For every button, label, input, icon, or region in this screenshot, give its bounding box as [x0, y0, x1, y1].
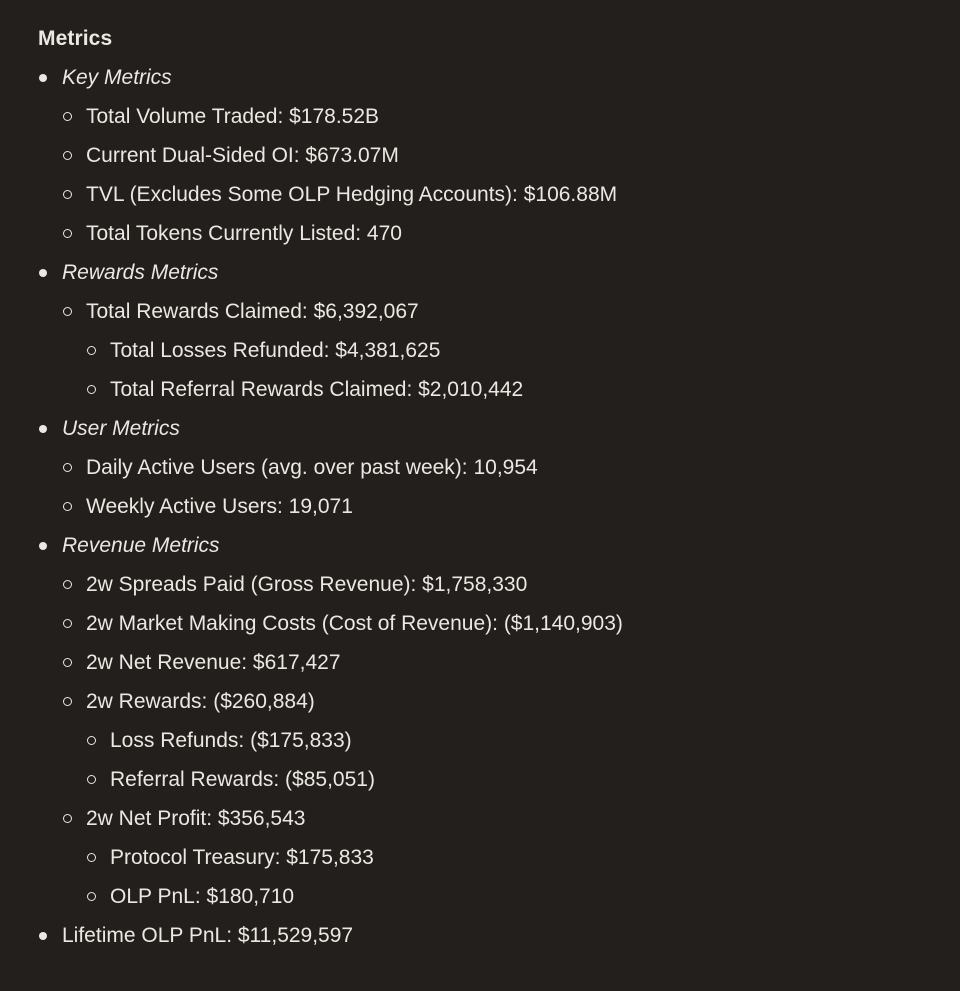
- page-title: Metrics: [38, 27, 113, 50]
- hollow-bullet-icon: [63, 112, 72, 121]
- filled-bullet-icon: [39, 269, 47, 277]
- metric-text: Total Losses Refunded: $4,381,625: [110, 339, 441, 362]
- hollow-bullet-icon: [63, 502, 72, 511]
- list-item: [38, 799, 938, 838]
- metric-text: 2w Market Making Costs (Cost of Revenue): ($1,140,903): [86, 612, 623, 635]
- metric-text: Total Tokens Currently Listed: 470: [86, 222, 402, 245]
- sub-list-item: [38, 877, 938, 916]
- hollow-bullet-icon: [63, 697, 72, 706]
- lifetime-olp-pnl: [38, 916, 938, 955]
- hollow-bullet-icon: [63, 463, 72, 472]
- list-item: [38, 604, 938, 643]
- list-item: [38, 487, 938, 526]
- filled-bullet-icon: [39, 425, 47, 433]
- hollow-bullet-icon: [87, 385, 96, 394]
- list-item: [38, 682, 938, 721]
- hollow-bullet-icon: [63, 814, 72, 823]
- section-title: Key Metrics: [62, 66, 172, 89]
- metric-text: 2w Net Revenue: $617,427: [86, 651, 341, 674]
- section-title: Revenue Metrics: [62, 534, 220, 557]
- list-item: [38, 136, 938, 175]
- metric-text: Referral Rewards: ($85,051): [110, 768, 375, 791]
- filled-bullet-icon: [39, 932, 47, 940]
- filled-bullet-icon: [39, 542, 47, 550]
- hollow-bullet-icon: [87, 346, 96, 355]
- metric-text: 2w Spreads Paid (Gross Revenue): $1,758,330: [86, 573, 528, 596]
- hollow-bullet-icon: [87, 775, 96, 784]
- list-item: [38, 448, 938, 487]
- metric-text: 2w Rewards: ($260,884): [86, 690, 315, 713]
- hollow-bullet-icon: [87, 892, 96, 901]
- metric-text: Current Dual-Sided OI: $673.07M: [86, 144, 399, 167]
- metric-text: Total Rewards Claimed: $6,392,067: [86, 300, 419, 323]
- metrics-list: [38, 58, 938, 955]
- sub-list-item: [38, 370, 938, 409]
- section-rewards-metrics: [38, 253, 938, 292]
- metric-text: Protocol Treasury: $175,833: [110, 846, 374, 869]
- sub-list-item: [38, 331, 938, 370]
- hollow-bullet-icon: [63, 229, 72, 238]
- list-item: [38, 565, 938, 604]
- list-item: [38, 643, 938, 682]
- hollow-bullet-icon: [63, 658, 72, 667]
- list-item: [38, 175, 938, 214]
- list-item: [38, 214, 938, 253]
- hollow-bullet-icon: [63, 151, 72, 160]
- metric-text: Lifetime OLP PnL: $11,529,597: [62, 924, 354, 947]
- sub-list-item: [38, 760, 938, 799]
- section-revenue-metrics: [38, 526, 938, 565]
- metric-text: 2w Net Profit: $356,543: [86, 807, 306, 830]
- metric-text: OLP PnL: $180,710: [110, 885, 295, 908]
- hollow-bullet-icon: [63, 307, 72, 316]
- hollow-bullet-icon: [63, 619, 72, 628]
- list-item: [38, 292, 938, 331]
- section-key-metrics: [38, 58, 938, 97]
- metric-text: Loss Refunds: ($175,833): [110, 729, 352, 752]
- metric-text: Weekly Active Users: 19,071: [86, 495, 353, 518]
- hollow-bullet-icon: [63, 580, 72, 589]
- sub-list-item: [38, 838, 938, 877]
- metrics-document: [38, 19, 938, 955]
- hollow-bullet-icon: [87, 853, 96, 862]
- hollow-bullet-icon: [63, 190, 72, 199]
- section-user-metrics: [38, 409, 938, 448]
- metric-text: TVL (Excludes Some OLP Hedging Accounts): $106.88M: [86, 183, 618, 206]
- sub-list-item: [38, 721, 938, 760]
- section-title: User Metrics: [62, 417, 180, 440]
- hollow-bullet-icon: [87, 736, 96, 745]
- list-item: [38, 97, 938, 136]
- metric-text: Daily Active Users (avg. over past week): 10,954: [86, 456, 538, 479]
- metric-text: Total Referral Rewards Claimed: $2,010,442: [110, 378, 524, 401]
- filled-bullet-icon: [39, 74, 47, 82]
- metric-text: Total Volume Traded: $178.52B: [86, 105, 380, 128]
- section-title: Rewards Metrics: [62, 261, 219, 284]
